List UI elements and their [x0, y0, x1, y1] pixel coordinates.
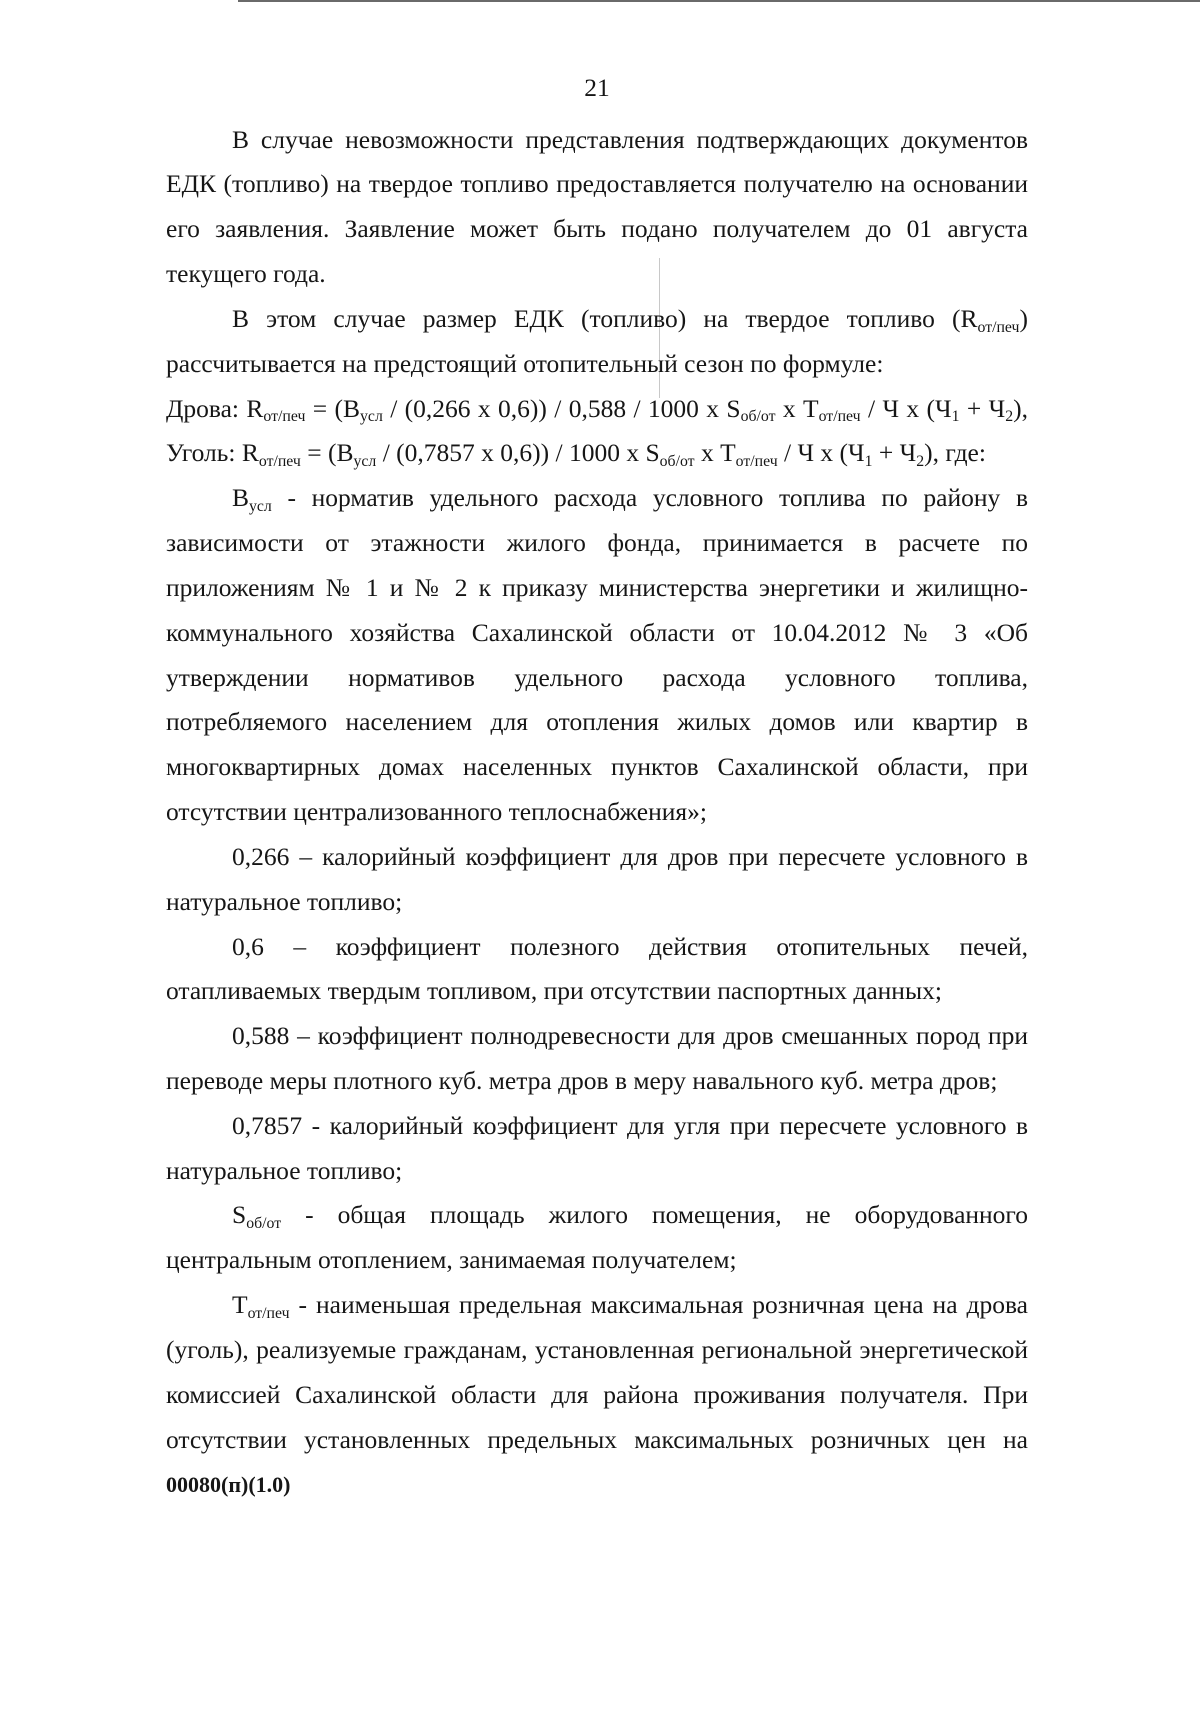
text-run: коммунального хозяйства Сахалинской области от 10.04.2012 № 3 «Об [166, 617, 1028, 647]
text-line [166, 880, 1028, 925]
text-line [166, 1104, 1028, 1149]
text-run: Дрова: R [166, 393, 264, 423]
text-run: В этом случае размер ЕДК (топливо) на твердое топливо (R [232, 303, 978, 333]
text-run: переводе меры плотного куб. метра дров в меру навального куб. метра дров; [166, 1065, 998, 1095]
text-run: центральным отоплением, занимаемая получателем; [166, 1245, 737, 1275]
text-line [166, 297, 1028, 342]
text-run: 0,6 – коэффициент полезного действия отопительных печей, [232, 931, 1028, 961]
text-line [166, 1373, 1028, 1418]
subscript: усл [360, 408, 383, 426]
text-run: 0,588 – коэффициент полнодревесности для дров смешанных пород при [232, 1021, 1028, 1051]
text-line [166, 1418, 1028, 1463]
document-code: 00080(п)(1.0) [166, 1472, 291, 1497]
text-line [166, 925, 1028, 970]
text-run: + Ч [959, 393, 1006, 423]
definition-t-price [166, 1283, 1028, 1462]
text-run: утверждении нормативов удельного расхода условного топлива, [166, 662, 1028, 692]
text-run: отсутствии централизованного теплоснабжения»; [166, 797, 707, 827]
text-line [166, 1328, 1028, 1373]
text-run: - общая площадь жилого помещения, не оборудованного [281, 1200, 1028, 1230]
subscript: от/печ [735, 453, 778, 471]
subscript: 2 [1005, 408, 1014, 426]
text-run: натуральное топливо; [166, 1155, 403, 1185]
text-run: ЕДК (топливо) на твердое топливо предоставляется получателю на основании [166, 169, 1028, 199]
text-line [166, 207, 1028, 252]
text-line [166, 1193, 1028, 1238]
document-body [166, 118, 1028, 1463]
paragraph-no-documents [166, 118, 1028, 297]
text-run: комиссией Сахалинской области для района проживания получателя. При [166, 1379, 1028, 1409]
text-run: рассчитывается на предстоящий отопительный сезон по формуле: [166, 348, 884, 378]
definition-s-area [166, 1193, 1028, 1283]
definition-0-7857 [166, 1104, 1028, 1194]
subscript: усл [353, 453, 377, 471]
subscript: от/печ [258, 453, 301, 471]
text-line [166, 476, 1028, 521]
text-line [166, 1014, 1028, 1059]
text-run: / (0,7857 х 0,6)) / 1000 х S [376, 438, 660, 468]
text-line [166, 745, 1028, 790]
text-run: / Ч х (Ч [860, 393, 952, 423]
text-run: текущего года. [166, 259, 326, 289]
text-run: ), где: [924, 438, 986, 468]
text-run: = (В [300, 438, 354, 468]
text-run: х Т [694, 438, 736, 468]
formula-wood [166, 387, 1028, 432]
text-run: отапливаемых твердым топливом, при отсутствии паспортных данных; [166, 976, 942, 1006]
text-line [166, 431, 1028, 476]
scan-edge-line [238, 0, 1200, 2]
definition-b-usl [166, 476, 1028, 835]
text-line [166, 252, 1028, 297]
text-line [166, 969, 1028, 1014]
text-run: х Т [775, 393, 819, 423]
text-line [166, 1238, 1028, 1283]
definition-0-588 [166, 1014, 1028, 1104]
text-run: Т [232, 1290, 248, 1320]
subscript: от/печ [247, 1304, 290, 1322]
subscript: 1 [951, 408, 960, 426]
text-run: Уголь: R [166, 438, 259, 468]
text-run: / (0,266 х 0,6)) / 0,588 / 1000 х S [382, 393, 741, 423]
text-line [166, 387, 1028, 432]
text-line [166, 342, 1028, 387]
subscript: от/печ [263, 408, 306, 426]
text-line [166, 611, 1028, 656]
text-run: отсутствии установленных предельных максимальных розничных цен на [166, 1424, 1028, 1454]
text-run: ), [1013, 393, 1028, 423]
definition-0-266 [166, 835, 1028, 925]
subscript: усл [249, 497, 272, 515]
text-run: его заявления. Заявление может быть подано получателем до 01 августа [166, 214, 1028, 244]
text-run: 0,266 – калорийный коэффициент для дров при пересчете условного в [232, 841, 1028, 871]
text-line [166, 566, 1028, 611]
text-run: потребляемого населением для отопления жилых домов или квартир в [166, 707, 1028, 737]
subscript: от/печ [818, 408, 861, 426]
text-line [166, 656, 1028, 701]
text-run: + Ч [872, 438, 917, 468]
formula-coal [166, 431, 1028, 476]
text-run: S [232, 1200, 247, 1230]
text-run: - наименьшая предельная максимальная розничная цена на дрова [289, 1290, 1028, 1320]
text-run: приложениям № 1 и № 2 к приказу министерства энергетики и жилищно- [166, 572, 1028, 602]
text-run: натуральное топливо; [166, 886, 403, 916]
text-line [166, 118, 1028, 163]
subscript: 1 [864, 453, 873, 471]
subscript: об/от [246, 1215, 282, 1233]
text-run: / Ч х (Ч [777, 438, 865, 468]
text-line [166, 1059, 1028, 1104]
text-line [166, 1283, 1028, 1328]
text-run: (уголь), реализуемые гражданам, установленная региональной энергетической [166, 1334, 1028, 1364]
subscript: об/от [659, 453, 695, 471]
text-line [166, 790, 1028, 835]
text-run: ) [1019, 303, 1028, 333]
subscript: от/печ [977, 318, 1020, 336]
text-line [166, 1149, 1028, 1194]
text-run: = (В [305, 393, 361, 423]
text-run: В [232, 483, 250, 513]
definition-0-6 [166, 925, 1028, 1015]
subscript: 2 [916, 453, 925, 471]
subscript: об/от [740, 408, 776, 426]
text-run: В случае невозможности представления подтверждающих документов [232, 124, 1028, 154]
text-run: многоквартирных домах населенных пунктов Сахалинской области, при [166, 752, 1028, 782]
text-line [166, 700, 1028, 745]
text-line [166, 835, 1028, 880]
text-run: - норматив удельного расхода условного топлива по району в [271, 483, 1028, 513]
page-number: 21 [584, 73, 610, 102]
text-line [166, 521, 1028, 566]
text-line [166, 162, 1028, 207]
paragraph-size-rule [166, 297, 1028, 387]
text-run: 0,7857 - калорийный коэффициент для угля при пересчете условного в [232, 1110, 1028, 1140]
text-run: зависимости от этажности жилого фонда, принимается в расчете по [166, 528, 1028, 558]
